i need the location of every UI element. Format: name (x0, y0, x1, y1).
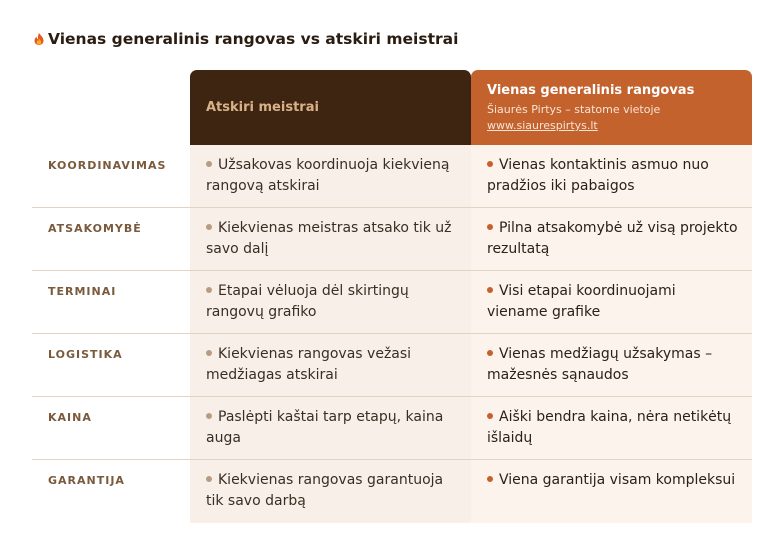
cell-separate (190, 145, 471, 207)
website-link[interactable]: www.siaurespirtys.lt (487, 119, 598, 132)
column-header-label: Atskiri meistrai (206, 100, 319, 115)
cell-general (471, 208, 752, 270)
bullet-icon (487, 287, 493, 293)
page-title (32, 30, 458, 48)
cell-text: Visi etapai koordinuojami viename grafike (487, 283, 676, 320)
comparison-table (32, 70, 752, 523)
row-label: TERMINAI (48, 285, 117, 298)
table-row (32, 460, 752, 523)
row-label: LOGISTIKA (48, 348, 123, 361)
table-row (32, 208, 752, 271)
bullet-icon (206, 476, 212, 482)
bullet-icon (206, 350, 212, 356)
fire-icon (32, 32, 46, 46)
cell-general (471, 271, 752, 333)
column-header-separate-contractors (190, 70, 471, 145)
table-row (32, 334, 752, 397)
cell-text: Viena garantija visam kompleksui (499, 472, 736, 488)
page-title-text: Vienas generalinis rangovas vs atskiri meistrai (48, 30, 459, 48)
cell-separate (190, 208, 471, 270)
bullet-icon (487, 161, 493, 167)
bullet-icon (206, 224, 212, 230)
bullet-icon (487, 413, 493, 419)
bullet-icon (487, 350, 493, 356)
row-label: GARANTIJA (48, 474, 125, 487)
bullet-icon (206, 287, 212, 293)
table-row (32, 271, 752, 334)
table-header (32, 70, 752, 145)
cell-text: Vienas medžiagų užsakymas – mažesnės sąnaudos (487, 346, 713, 383)
cell-separate (190, 397, 471, 459)
cell-text: Kiekvienas rangovas garantuoja tik savo darbą (206, 472, 444, 509)
column-header-label: Vienas generalinis rangovas (487, 83, 695, 98)
cell-separate (190, 271, 471, 333)
column-header-subtitle: Šiaurės Pirtys – statome vietoje (487, 103, 661, 116)
row-label: KAINA (48, 411, 92, 424)
cell-text: Aiški bendra kaina, nėra netikėtų išlaidų (487, 409, 732, 446)
column-header-general-contractor (471, 70, 752, 145)
bullet-icon (487, 476, 493, 482)
cell-general (471, 397, 752, 459)
cell-text: Vienas kontaktinis asmuo nuo pradžios iki pabaigos (487, 157, 709, 194)
table-row (32, 145, 752, 208)
row-label: ATSAKOMYBĖ (48, 222, 142, 235)
cell-text: Etapai vėluoja dėl skirtingų rangovų grafiko (206, 283, 409, 320)
cell-general (471, 334, 752, 396)
cell-general (471, 145, 752, 207)
table-row (32, 397, 752, 460)
bullet-icon (487, 224, 493, 230)
cell-text: Užsakovas koordinuoja kiekvieną rangovą atskirai (206, 157, 450, 194)
cell-text: Kiekvienas meistras atsako tik už savo dalį (206, 220, 452, 257)
cell-separate (190, 334, 471, 396)
header-spacer (32, 70, 190, 145)
bullet-icon (206, 161, 212, 167)
cell-text: Pilna atsakomybė už visą projekto rezultatą (487, 220, 738, 257)
row-label: KOORDINAVIMAS (48, 159, 167, 172)
bullet-icon (206, 413, 212, 419)
cell-text: Paslėpti kaštai tarp etapų, kaina auga (206, 409, 444, 446)
cell-general (471, 460, 752, 523)
cell-separate (190, 460, 471, 523)
cell-text: Kiekvienas rangovas vežasi medžiagas atskirai (206, 346, 412, 383)
